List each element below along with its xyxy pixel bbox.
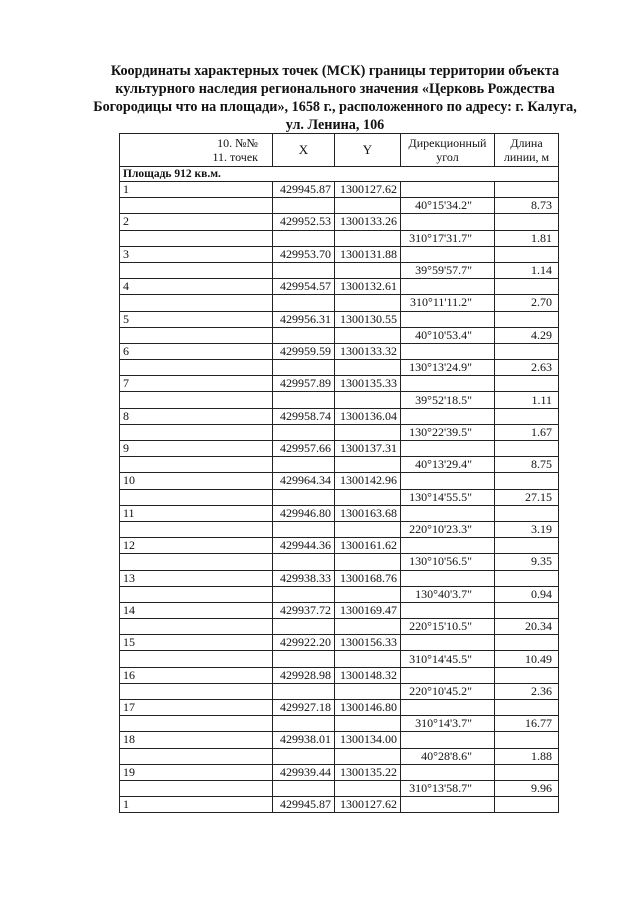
- cell-point-number: 2: [120, 214, 273, 230]
- cell-direction-angle: [401, 182, 495, 198]
- cell-y: [335, 262, 401, 278]
- cell-y: 1300130.55: [335, 311, 401, 327]
- cell-x: 429964.34: [273, 473, 335, 489]
- cell-x: 429954.57: [273, 279, 335, 295]
- cell-direction-angle: 310°14'45.5": [401, 651, 495, 667]
- cell-line-length: [495, 376, 559, 392]
- cell-direction-angle: 220°10'45.2": [401, 683, 495, 699]
- cell-line-length: [495, 538, 559, 554]
- point-row: [120, 311, 559, 327]
- cell-line-length: 27.15: [495, 489, 559, 505]
- cell-x: 429958.74: [273, 408, 335, 424]
- document-title: [80, 62, 590, 134]
- cell-line-length: [495, 408, 559, 424]
- cell-x: [273, 360, 335, 376]
- cell-line-length: 3.19: [495, 521, 559, 537]
- cell-x: [273, 586, 335, 602]
- header-point-line2: 11. точек: [212, 150, 258, 164]
- cell-y: 1300127.62: [335, 797, 401, 813]
- cell-y: [335, 716, 401, 732]
- header-length-line2: линии, м: [503, 150, 550, 164]
- point-row: [120, 408, 559, 424]
- cell-x: 429939.44: [273, 764, 335, 780]
- segment-row: [120, 651, 559, 667]
- cell-point-number: 11: [120, 505, 273, 521]
- cell-point-number: [120, 262, 273, 278]
- cell-y: 1300135.22: [335, 764, 401, 780]
- header-y: Y: [335, 134, 401, 167]
- cell-direction-angle: 310°11'11.2": [401, 295, 495, 311]
- cell-line-length: [495, 279, 559, 295]
- segment-row: [120, 619, 559, 635]
- point-row: [120, 246, 559, 262]
- cell-direction-angle: 39°52'18.5": [401, 392, 495, 408]
- cell-y: [335, 554, 401, 570]
- cell-y: [335, 360, 401, 376]
- cell-x: [273, 489, 335, 505]
- cell-line-length: [495, 182, 559, 198]
- cell-y: 1300135.33: [335, 376, 401, 392]
- cell-point-number: 9: [120, 441, 273, 457]
- cell-point-number: 12: [120, 538, 273, 554]
- segment-row: [120, 554, 559, 570]
- cell-y: [335, 295, 401, 311]
- cell-direction-angle: 39°59'57.7": [401, 262, 495, 278]
- cell-y: [335, 521, 401, 537]
- cell-direction-angle: [401, 538, 495, 554]
- title-line: Координаты характерных точек (МСК) границы территории объекта: [110, 63, 560, 79]
- cell-y: [335, 230, 401, 246]
- cell-y: 1300142.96: [335, 473, 401, 489]
- cell-x: 429938.33: [273, 570, 335, 586]
- cell-point-number: 17: [120, 700, 273, 716]
- cell-direction-angle: [401, 311, 495, 327]
- cell-direction-angle: [401, 602, 495, 618]
- cell-line-length: 2.36: [495, 683, 559, 699]
- cell-x: 429953.70: [273, 246, 335, 262]
- cell-x: [273, 716, 335, 732]
- cell-line-length: 4.29: [495, 327, 559, 343]
- cell-point-number: [120, 230, 273, 246]
- point-row: [120, 376, 559, 392]
- cell-x: 429937.72: [273, 602, 335, 618]
- cell-point-number: 14: [120, 602, 273, 618]
- cell-point-number: 18: [120, 732, 273, 748]
- cell-line-length: 1.14: [495, 262, 559, 278]
- cell-point-number: [120, 554, 273, 570]
- point-row: [120, 505, 559, 521]
- cell-direction-angle: [401, 408, 495, 424]
- cell-line-length: 1.11: [495, 392, 559, 408]
- cell-y: [335, 586, 401, 602]
- cell-x: 429927.18: [273, 700, 335, 716]
- segment-row: [120, 780, 559, 796]
- cell-line-length: [495, 602, 559, 618]
- cell-point-number: 16: [120, 667, 273, 683]
- segment-row: [120, 683, 559, 699]
- point-row: [120, 797, 559, 813]
- cell-x: [273, 748, 335, 764]
- cell-point-number: [120, 327, 273, 343]
- cell-x: [273, 262, 335, 278]
- cell-y: [335, 392, 401, 408]
- cell-direction-angle: [401, 764, 495, 780]
- cell-direction-angle: [401, 570, 495, 586]
- header-direction-angle: [401, 134, 495, 167]
- cell-y: 1300133.32: [335, 343, 401, 359]
- cell-y: [335, 780, 401, 796]
- segment-row: [120, 230, 559, 246]
- cell-direction-angle: [401, 505, 495, 521]
- cell-x: [273, 554, 335, 570]
- coordinates-table: [119, 133, 559, 813]
- cell-point-number: [120, 619, 273, 635]
- cell-direction-angle: [401, 376, 495, 392]
- cell-point-number: [120, 392, 273, 408]
- title-line: ул. Ленина, 106: [285, 117, 385, 133]
- cell-direction-angle: 130°13'24.9": [401, 360, 495, 376]
- cell-point-number: 19: [120, 764, 273, 780]
- table-header-row: [120, 134, 559, 167]
- header-point-line1: 10. №№: [217, 136, 258, 150]
- cell-line-length: [495, 635, 559, 651]
- cell-x: 429928.98: [273, 667, 335, 683]
- cell-direction-angle: 130°10'56.5": [401, 554, 495, 570]
- cell-direction-angle: 40°10'53.4": [401, 327, 495, 343]
- cell-line-length: 20.34: [495, 619, 559, 635]
- cell-line-length: [495, 700, 559, 716]
- cell-y: 1300132.61: [335, 279, 401, 295]
- cell-x: [273, 230, 335, 246]
- cell-line-length: 9.96: [495, 780, 559, 796]
- cell-direction-angle: [401, 441, 495, 457]
- point-row: [120, 700, 559, 716]
- point-row: [120, 441, 559, 457]
- header-angle-line2: угол: [436, 150, 459, 164]
- cell-x: [273, 198, 335, 214]
- cell-point-number: [120, 295, 273, 311]
- cell-direction-angle: [401, 279, 495, 295]
- cell-direction-angle: 40°28'8.6": [401, 748, 495, 764]
- cell-y: 1300168.76: [335, 570, 401, 586]
- cell-line-length: [495, 246, 559, 262]
- cell-x: [273, 651, 335, 667]
- cell-x: [273, 392, 335, 408]
- cell-line-length: [495, 311, 559, 327]
- cell-line-length: 9.35: [495, 554, 559, 570]
- cell-y: 1300127.62: [335, 182, 401, 198]
- cell-point-number: 15: [120, 635, 273, 651]
- point-row: [120, 667, 559, 683]
- cell-direction-angle: [401, 635, 495, 651]
- cell-line-length: [495, 441, 559, 457]
- cell-point-number: [120, 651, 273, 667]
- cell-line-length: 0.94: [495, 586, 559, 602]
- cell-y: 1300137.31: [335, 441, 401, 457]
- segment-row: [120, 457, 559, 473]
- cell-point-number: [120, 780, 273, 796]
- point-row: [120, 343, 559, 359]
- cell-y: 1300133.26: [335, 214, 401, 230]
- point-row: [120, 732, 559, 748]
- cell-y: [335, 748, 401, 764]
- cell-direction-angle: [401, 473, 495, 489]
- cell-x: 429946.80: [273, 505, 335, 521]
- cell-direction-angle: 130°40'3.7": [401, 586, 495, 602]
- cell-direction-angle: 220°15'10.5": [401, 619, 495, 635]
- point-row: [120, 635, 559, 651]
- cell-y: [335, 457, 401, 473]
- cell-line-length: [495, 764, 559, 780]
- cell-y: 1300148.32: [335, 667, 401, 683]
- cell-direction-angle: [401, 667, 495, 683]
- cell-y: 1300161.62: [335, 538, 401, 554]
- cell-point-number: 13: [120, 570, 273, 586]
- point-row: [120, 764, 559, 780]
- point-row: [120, 602, 559, 618]
- cell-y: [335, 327, 401, 343]
- cell-x: [273, 295, 335, 311]
- cell-direction-angle: [401, 246, 495, 262]
- cell-y: 1300169.47: [335, 602, 401, 618]
- segment-row: [120, 360, 559, 376]
- cell-line-length: 8.73: [495, 198, 559, 214]
- cell-line-length: [495, 570, 559, 586]
- cell-y: [335, 198, 401, 214]
- cell-line-length: [495, 667, 559, 683]
- cell-line-length: 16.77: [495, 716, 559, 732]
- cell-point-number: 7: [120, 376, 273, 392]
- cell-direction-angle: 310°17'31.7": [401, 230, 495, 246]
- cell-direction-angle: 220°10'23.3": [401, 521, 495, 537]
- cell-point-number: [120, 716, 273, 732]
- cell-x: [273, 327, 335, 343]
- title-line: культурного наследия регионального значения «Церковь Рождества: [115, 81, 555, 97]
- cell-point-number: [120, 521, 273, 537]
- cell-point-number: 1: [120, 797, 273, 813]
- table-body: [120, 167, 559, 813]
- cell-point-number: [120, 424, 273, 440]
- cell-y: 1300146.80: [335, 700, 401, 716]
- cell-line-length: 1.81: [495, 230, 559, 246]
- cell-x: 429922.20: [273, 635, 335, 651]
- cell-direction-angle: 310°13'58.7": [401, 780, 495, 796]
- cell-direction-angle: 310°14'3.7": [401, 716, 495, 732]
- cell-point-number: [120, 198, 273, 214]
- cell-line-length: 2.63: [495, 360, 559, 376]
- point-row: [120, 473, 559, 489]
- cell-line-length: [495, 732, 559, 748]
- segment-row: [120, 489, 559, 505]
- cell-x: [273, 424, 335, 440]
- point-row: [120, 214, 559, 230]
- cell-direction-angle: 130°22'39.5": [401, 424, 495, 440]
- cell-point-number: 10: [120, 473, 273, 489]
- cell-point-number: 3: [120, 246, 273, 262]
- cell-line-length: [495, 473, 559, 489]
- cell-x: 429938.01: [273, 732, 335, 748]
- cell-point-number: 8: [120, 408, 273, 424]
- cell-y: [335, 619, 401, 635]
- cell-line-length: [495, 343, 559, 359]
- cell-x: 429959.59: [273, 343, 335, 359]
- segment-row: [120, 716, 559, 732]
- area-row: [120, 167, 559, 182]
- cell-y: 1300136.04: [335, 408, 401, 424]
- cell-x: [273, 457, 335, 473]
- cell-point-number: [120, 489, 273, 505]
- segment-row: [120, 392, 559, 408]
- cell-point-number: [120, 457, 273, 473]
- cell-y: 1300156.33: [335, 635, 401, 651]
- cell-y: 1300163.68: [335, 505, 401, 521]
- cell-point-number: [120, 683, 273, 699]
- header-length-line1: Длина: [510, 136, 543, 150]
- header-angle-line1: Дирекционный: [408, 136, 487, 150]
- header-x: X: [273, 134, 335, 167]
- cell-line-length: 10.49: [495, 651, 559, 667]
- cell-y: 1300131.88: [335, 246, 401, 262]
- segment-row: [120, 327, 559, 343]
- cell-line-length: 1.88: [495, 748, 559, 764]
- cell-y: [335, 683, 401, 699]
- cell-line-length: 8.75: [495, 457, 559, 473]
- cell-direction-angle: [401, 214, 495, 230]
- cell-y: [335, 651, 401, 667]
- cell-point-number: 6: [120, 343, 273, 359]
- cell-direction-angle: 40°15'34.2": [401, 198, 495, 214]
- cell-direction-angle: 130°14'55.5": [401, 489, 495, 505]
- cell-x: [273, 619, 335, 635]
- header-line-length: [495, 134, 559, 167]
- cell-x: [273, 780, 335, 796]
- cell-point-number: [120, 586, 273, 602]
- cell-line-length: [495, 214, 559, 230]
- cell-y: 1300134.00: [335, 732, 401, 748]
- cell-x: [273, 683, 335, 699]
- segment-row: [120, 198, 559, 214]
- cell-x: 429945.87: [273, 797, 335, 813]
- cell-y: [335, 424, 401, 440]
- cell-x: 429952.53: [273, 214, 335, 230]
- cell-y: [335, 489, 401, 505]
- cell-point-number: 1: [120, 182, 273, 198]
- cell-direction-angle: [401, 700, 495, 716]
- segment-row: [120, 521, 559, 537]
- area-label: Площадь 912 кв.м.: [120, 167, 559, 182]
- segment-row: [120, 295, 559, 311]
- cell-direction-angle: [401, 732, 495, 748]
- cell-x: 429944.36: [273, 538, 335, 554]
- point-row: [120, 538, 559, 554]
- segment-row: [120, 748, 559, 764]
- title-line: Богородицы что на площади», 1658 г., расположенного по адресу: г. Калуга,: [93, 99, 577, 115]
- segment-row: [120, 262, 559, 278]
- cell-line-length: 2.70: [495, 295, 559, 311]
- cell-point-number: 4: [120, 279, 273, 295]
- cell-x: 429956.31: [273, 311, 335, 327]
- point-row: [120, 570, 559, 586]
- cell-x: 429957.89: [273, 376, 335, 392]
- segment-row: [120, 586, 559, 602]
- cell-direction-angle: [401, 343, 495, 359]
- cell-x: 429945.87: [273, 182, 335, 198]
- cell-line-length: 1.67: [495, 424, 559, 440]
- cell-x: [273, 521, 335, 537]
- header-point-number: [120, 134, 273, 167]
- point-row: [120, 279, 559, 295]
- cell-line-length: [495, 505, 559, 521]
- point-row: [120, 182, 559, 198]
- cell-direction-angle: [401, 797, 495, 813]
- cell-direction-angle: 40°13'29.4": [401, 457, 495, 473]
- cell-x: 429957.66: [273, 441, 335, 457]
- cell-point-number: 5: [120, 311, 273, 327]
- cell-point-number: [120, 360, 273, 376]
- cell-line-length: [495, 797, 559, 813]
- cell-point-number: [120, 748, 273, 764]
- segment-row: [120, 424, 559, 440]
